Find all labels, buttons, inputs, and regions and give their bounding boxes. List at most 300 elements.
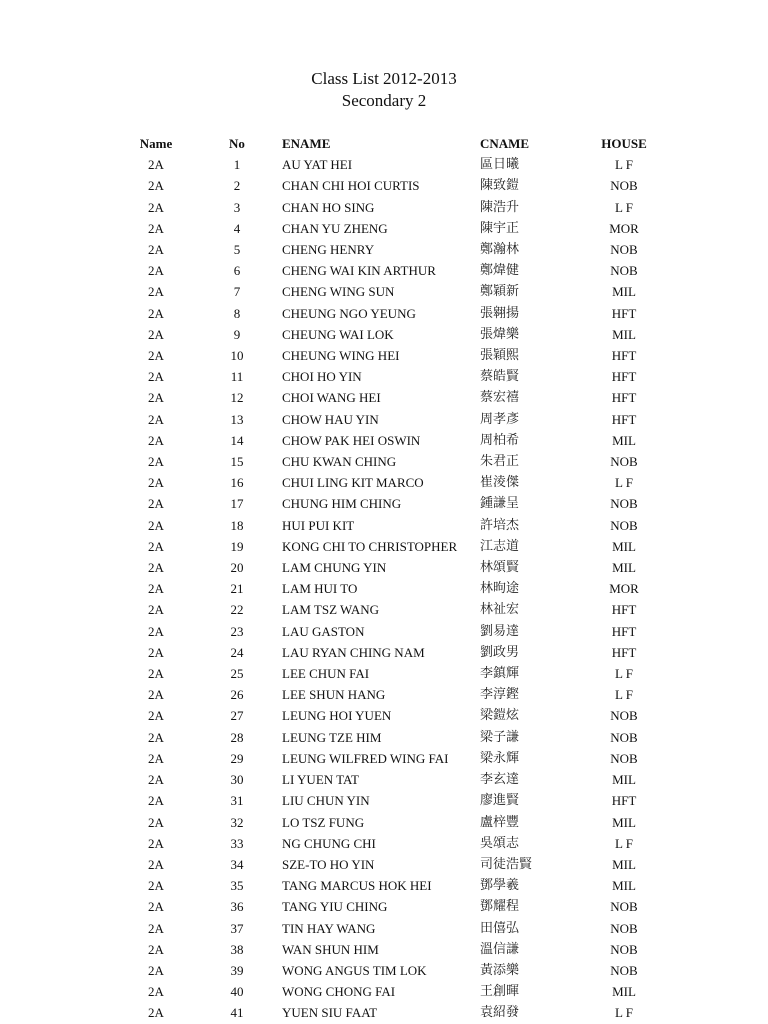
header-cname: CNAME	[480, 136, 530, 151]
cell-number: 38	[230, 941, 244, 957]
table-row	[0, 472, 768, 493]
cell-house: MIL	[612, 560, 636, 576]
cell-number: 40	[230, 984, 244, 1000]
cell-english-name: YUEN SIU FAAT	[282, 1005, 378, 1021]
cell-number: 15	[230, 454, 244, 470]
cell-english-name: LAM HUI TO	[282, 581, 358, 597]
cell-house: NOB	[610, 242, 638, 258]
table-row	[0, 366, 768, 387]
cell-english-name: CHEUNG NGO YEUNG	[282, 305, 416, 321]
cell-house: HFT	[611, 348, 637, 364]
cell-class: 2A	[148, 178, 164, 194]
cell-class: 2A	[148, 666, 164, 682]
cell-english-name: LO TSZ FUNG	[282, 814, 365, 830]
cell-class: 2A	[148, 835, 164, 851]
row-spacer-left	[0, 769, 120, 790]
row-spacer-left	[0, 409, 120, 430]
row-spacer-right	[676, 154, 768, 175]
cell-english-name: CHUI LING KIT MARCO	[282, 475, 424, 491]
cell-english-name: CHOI HO YIN	[282, 369, 362, 385]
row-spacer-right	[676, 663, 768, 684]
table-row	[0, 218, 768, 239]
cell-english-name: CHENG HENRY	[282, 242, 375, 258]
cell-number: 4	[233, 220, 241, 236]
cell-chinese-name: 陳致鎧	[480, 178, 520, 194]
cell-class: 2A	[148, 793, 164, 809]
table-row	[0, 345, 768, 366]
cell-chinese-name: 黃添樂	[480, 962, 520, 978]
table-row	[0, 430, 768, 451]
cell-number: 31	[230, 793, 244, 809]
row-spacer-right	[676, 875, 768, 896]
cell-english-name: LAM TSZ WANG	[282, 602, 380, 618]
table-row	[0, 960, 768, 981]
row-spacer-left	[0, 366, 120, 387]
row-spacer-right	[676, 493, 768, 514]
cell-chinese-name: 鄧學羲	[480, 878, 520, 894]
cell-class: 2A	[148, 856, 164, 872]
cell-class: 2A	[148, 284, 164, 300]
table-row	[0, 303, 768, 324]
row-spacer-left	[0, 345, 120, 366]
row-spacer-left	[0, 387, 120, 408]
cell-house: L F	[615, 199, 633, 215]
class-list-table	[0, 133, 768, 1024]
row-spacer-right	[676, 472, 768, 493]
header-ename: ENAME	[282, 136, 331, 151]
cell-class: 2A	[148, 772, 164, 788]
cell-house: HFT	[611, 793, 637, 809]
header-spacer-left	[0, 133, 120, 154]
cell-class: 2A	[148, 263, 164, 279]
row-spacer-left	[0, 303, 120, 324]
table-row	[0, 451, 768, 472]
row-spacer-right	[676, 557, 768, 578]
row-spacer-left	[0, 451, 120, 472]
cell-house: NOB	[610, 899, 638, 915]
row-spacer-right	[676, 345, 768, 366]
cell-chinese-name: 梁永輝	[480, 750, 520, 766]
row-spacer-left	[0, 981, 120, 1002]
table-row	[0, 642, 768, 663]
cell-english-name: TANG MARCUS HOK HEI	[282, 878, 432, 894]
cell-house: MIL	[612, 326, 636, 342]
row-spacer-left	[0, 1002, 120, 1023]
row-spacer-left	[0, 748, 120, 769]
cell-chinese-name: 江志道	[480, 538, 520, 554]
cell-english-name: LEE SHUN HANG	[282, 687, 386, 703]
row-spacer-right	[676, 536, 768, 557]
cell-english-name: CHAN CHI HOI CURTIS	[282, 178, 420, 194]
cell-english-name: CHAN HO SING	[282, 199, 375, 215]
cell-number: 34	[230, 856, 244, 872]
cell-english-name: LAU GASTON	[282, 623, 365, 639]
table-row	[0, 387, 768, 408]
row-spacer-left	[0, 663, 120, 684]
cell-class: 2A	[148, 220, 164, 236]
cell-class: 2A	[148, 750, 164, 766]
cell-english-name: LEE CHUN FAI	[282, 666, 370, 682]
cell-chinese-name: 許培杰	[480, 517, 520, 533]
cell-chinese-name: 張煒樂	[480, 326, 520, 342]
document-subtitle: Secondary 2	[341, 91, 427, 110]
row-spacer-right	[676, 684, 768, 705]
cell-class: 2A	[148, 899, 164, 915]
table-row	[0, 769, 768, 790]
cell-class: 2A	[148, 454, 164, 470]
table-row	[0, 939, 768, 960]
row-spacer-left	[0, 833, 120, 854]
cell-english-name: SZE-TO HO YIN	[282, 856, 375, 872]
cell-chinese-name: 梁鎧炫	[480, 708, 520, 724]
cell-house: MIL	[612, 538, 636, 554]
cell-chinese-name: 周柏希	[480, 432, 520, 448]
cell-house: HFT	[611, 602, 637, 618]
cell-english-name: LEUNG HOI YUEN	[282, 708, 392, 724]
cell-number: 28	[230, 729, 244, 745]
cell-number: 14	[230, 432, 244, 448]
cell-english-name: CHOW HAU YIN	[282, 411, 379, 427]
table-row	[0, 239, 768, 260]
row-spacer-left	[0, 854, 120, 875]
cell-chinese-name: 周孝彥	[480, 411, 520, 427]
cell-house: MOR	[609, 581, 639, 597]
row-spacer-right	[676, 303, 768, 324]
row-spacer-left	[0, 705, 120, 726]
cell-class: 2A	[148, 708, 164, 724]
cell-chinese-name: 溫信謙	[480, 941, 520, 957]
cell-house: NOB	[610, 517, 638, 533]
cell-house: L F	[615, 157, 633, 173]
cell-chinese-name: 司徒浩賢	[480, 856, 533, 872]
cell-number: 3	[233, 199, 241, 215]
cell-number: 7	[233, 284, 241, 300]
header-no: No	[229, 136, 245, 151]
table-row	[0, 281, 768, 302]
cell-chinese-name: 盧梓豐	[480, 814, 520, 830]
cell-class: 2A	[148, 411, 164, 427]
cell-number: 24	[230, 644, 244, 660]
cell-chinese-name: 梁子謙	[480, 729, 520, 745]
cell-chinese-name: 田僖弘	[480, 920, 520, 936]
cell-chinese-name: 李鎮輝	[480, 666, 520, 682]
row-spacer-right	[676, 918, 768, 939]
cell-number: 12	[230, 390, 244, 406]
row-spacer-left	[0, 197, 120, 218]
table-row	[0, 875, 768, 896]
cell-house: L F	[615, 835, 633, 851]
cell-chinese-name: 廖進賢	[480, 793, 520, 809]
cell-number: 29	[230, 750, 244, 766]
cell-class: 2A	[148, 242, 164, 258]
row-spacer-right	[676, 939, 768, 960]
cell-number: 32	[230, 814, 244, 830]
table-row	[0, 748, 768, 769]
cell-number: 19	[230, 538, 244, 554]
cell-english-name: AU YAT HEI	[282, 157, 353, 173]
cell-house: NOB	[610, 708, 638, 724]
row-spacer-left	[0, 324, 120, 345]
table-row	[0, 621, 768, 642]
cell-house: HFT	[611, 390, 637, 406]
cell-class: 2A	[148, 475, 164, 491]
table-row	[0, 175, 768, 196]
table-row	[0, 854, 768, 875]
cell-english-name: LEUNG TZE HIM	[282, 729, 382, 745]
table-row	[0, 790, 768, 811]
cell-house: NOB	[610, 496, 638, 512]
cell-class: 2A	[148, 1005, 164, 1021]
cell-house: HFT	[611, 411, 637, 427]
table-row	[0, 493, 768, 514]
cell-chinese-name: 張翱揚	[480, 305, 520, 321]
cell-house: MIL	[612, 984, 636, 1000]
table-row	[0, 727, 768, 748]
row-spacer-right	[676, 981, 768, 1002]
row-spacer-left	[0, 960, 120, 981]
cell-number: 20	[230, 560, 244, 576]
row-spacer-right	[676, 642, 768, 663]
cell-number: 18	[230, 517, 244, 533]
cell-number: 35	[230, 878, 244, 894]
cell-number: 30	[230, 772, 244, 788]
cell-chinese-name: 吳頌志	[480, 835, 520, 851]
row-spacer-right	[676, 599, 768, 620]
cell-english-name: LAM CHUNG YIN	[282, 560, 387, 576]
table-header-row	[0, 133, 768, 154]
row-spacer-left	[0, 175, 120, 196]
cell-english-name: CHEUNG WAI LOK	[282, 326, 394, 342]
cell-class: 2A	[148, 729, 164, 745]
cell-english-name: WONG ANGUS TIM LOK	[282, 962, 427, 978]
row-spacer-right	[676, 896, 768, 917]
cell-house: HFT	[611, 369, 637, 385]
cell-chinese-name: 劉易達	[480, 623, 520, 639]
row-spacer-left	[0, 218, 120, 239]
cell-house: MIL	[612, 284, 636, 300]
title-block	[0, 68, 768, 112]
cell-number: 36	[230, 899, 244, 915]
cell-house: NOB	[610, 263, 638, 279]
cell-house: MOR	[609, 220, 639, 236]
cell-house: NOB	[610, 454, 638, 470]
cell-english-name: CHU KWAN CHING	[282, 454, 397, 470]
cell-number: 23	[230, 623, 244, 639]
cell-english-name: CHOW PAK HEI OSWIN	[282, 432, 421, 448]
table-row	[0, 324, 768, 345]
cell-house: L F	[615, 1005, 633, 1021]
cell-number: 26	[230, 687, 244, 703]
cell-chinese-name: 朱君正	[480, 454, 520, 470]
row-spacer-right	[676, 578, 768, 599]
row-spacer-left	[0, 472, 120, 493]
row-spacer-right	[676, 366, 768, 387]
row-spacer-right	[676, 748, 768, 769]
row-spacer-left	[0, 727, 120, 748]
cell-chinese-name: 鄭瀚林	[480, 242, 520, 258]
cell-english-name: CHENG WAI KIN ARTHUR	[282, 263, 436, 279]
row-spacer-right	[676, 727, 768, 748]
cell-english-name: LI YUEN TAT	[282, 772, 359, 788]
cell-house: NOB	[610, 750, 638, 766]
cell-chinese-name: 鄧耀程	[480, 899, 520, 915]
row-spacer-left	[0, 154, 120, 175]
cell-english-name: TANG YIU CHING	[282, 899, 388, 915]
cell-class: 2A	[148, 157, 164, 173]
row-spacer-left	[0, 684, 120, 705]
row-spacer-right	[676, 515, 768, 536]
row-spacer-right	[676, 218, 768, 239]
cell-class: 2A	[148, 199, 164, 215]
table-row	[0, 918, 768, 939]
cell-english-name: CHAN YU ZHENG	[282, 220, 388, 236]
row-spacer-right	[676, 812, 768, 833]
cell-number: 17	[230, 496, 244, 512]
cell-english-name: CHEUNG WING HEI	[282, 348, 400, 364]
cell-chinese-name: 蔡皓賢	[480, 369, 520, 385]
table-row	[0, 557, 768, 578]
table-row	[0, 833, 768, 854]
cell-chinese-name: 李玄達	[480, 772, 520, 788]
cell-house: HFT	[611, 623, 637, 639]
table-row	[0, 896, 768, 917]
cell-class: 2A	[148, 390, 164, 406]
cell-class: 2A	[148, 962, 164, 978]
table-body	[0, 154, 768, 1023]
cell-chinese-name: 林祉宏	[480, 602, 520, 618]
cell-number: 1	[233, 157, 241, 173]
cell-number: 5	[233, 242, 241, 258]
cell-english-name: CHENG WING SUN	[282, 284, 395, 300]
row-spacer-right	[676, 705, 768, 726]
cell-class: 2A	[148, 602, 164, 618]
row-spacer-right	[676, 1002, 768, 1023]
row-spacer-right	[676, 324, 768, 345]
cell-house: HFT	[611, 305, 637, 321]
cell-english-name: WONG CHONG FAI	[282, 984, 396, 1000]
table-row	[0, 663, 768, 684]
row-spacer-right	[676, 260, 768, 281]
cell-number: 13	[230, 411, 244, 427]
cell-chinese-name: 王創暉	[480, 984, 520, 1000]
cell-number: 25	[230, 666, 244, 682]
cell-chinese-name: 鄭煒健	[480, 263, 520, 279]
row-spacer-right	[676, 175, 768, 196]
table-row	[0, 260, 768, 281]
cell-chinese-name: 陳宇正	[480, 220, 520, 236]
cell-chinese-name: 鍾謙呈	[480, 496, 520, 512]
row-spacer-left	[0, 515, 120, 536]
cell-class: 2A	[148, 941, 164, 957]
cell-number: 6	[233, 263, 241, 279]
table-row	[0, 1002, 768, 1023]
cell-english-name: HUI PUI KIT	[282, 517, 355, 533]
cell-chinese-name: 劉政男	[480, 644, 520, 660]
row-spacer-left	[0, 642, 120, 663]
row-spacer-left	[0, 621, 120, 642]
row-spacer-left	[0, 939, 120, 960]
cell-number: 16	[230, 475, 244, 491]
cell-english-name: LEUNG WILFRED WING FAI	[282, 750, 449, 766]
row-spacer-right	[676, 451, 768, 472]
cell-class: 2A	[148, 623, 164, 639]
table-row	[0, 578, 768, 599]
cell-class: 2A	[148, 984, 164, 1000]
row-spacer-right	[676, 409, 768, 430]
table-row	[0, 515, 768, 536]
cell-house: NOB	[610, 729, 638, 745]
cell-number: 21	[230, 581, 244, 597]
cell-house: L F	[615, 475, 633, 491]
table-row	[0, 684, 768, 705]
cell-class: 2A	[148, 581, 164, 597]
cell-english-name: NG CHUNG CHI	[282, 835, 376, 851]
row-spacer-right	[676, 430, 768, 451]
cell-number: 39	[230, 962, 244, 978]
cell-class: 2A	[148, 687, 164, 703]
cell-class: 2A	[148, 878, 164, 894]
row-spacer-left	[0, 493, 120, 514]
cell-english-name: LAU RYAN CHING NAM	[282, 644, 425, 660]
cell-house: MIL	[612, 432, 636, 448]
cell-house: NOB	[610, 920, 638, 936]
cell-chinese-name: 林昫途	[480, 581, 520, 597]
table-row	[0, 981, 768, 1002]
header-house: HOUSE	[601, 136, 647, 151]
document-title: Class List 2012-2013	[311, 69, 457, 88]
cell-english-name: LIU CHUN YIN	[282, 793, 370, 809]
row-spacer-left	[0, 260, 120, 281]
cell-chinese-name: 李淳鏗	[480, 687, 520, 703]
cell-chinese-name: 區日曦	[480, 157, 520, 173]
row-spacer-right	[676, 790, 768, 811]
cell-class: 2A	[148, 496, 164, 512]
cell-number: 27	[230, 708, 244, 724]
row-spacer-right	[676, 854, 768, 875]
cell-class: 2A	[148, 644, 164, 660]
row-spacer-right	[676, 769, 768, 790]
row-spacer-right	[676, 960, 768, 981]
cell-class: 2A	[148, 560, 164, 576]
cell-chinese-name: 崔淩傑	[480, 475, 520, 491]
cell-chinese-name: 張穎熙	[480, 348, 520, 364]
cell-class: 2A	[148, 326, 164, 342]
row-spacer-right	[676, 239, 768, 260]
cell-number: 10	[230, 348, 244, 364]
row-spacer-left	[0, 918, 120, 939]
table-row	[0, 154, 768, 175]
row-spacer-left	[0, 599, 120, 620]
cell-house: MIL	[612, 772, 636, 788]
cell-number: 11	[230, 369, 244, 385]
cell-class: 2A	[148, 305, 164, 321]
cell-class: 2A	[148, 538, 164, 554]
row-spacer-left	[0, 896, 120, 917]
cell-number: 33	[230, 835, 244, 851]
cell-house: NOB	[610, 941, 638, 957]
cell-house: HFT	[611, 644, 637, 660]
row-spacer-left	[0, 430, 120, 451]
cell-number: 41	[230, 1005, 244, 1021]
cell-english-name: WAN SHUN HIM	[282, 941, 379, 957]
row-spacer-right	[676, 197, 768, 218]
cell-number: 22	[230, 602, 244, 618]
cell-english-name: TIN HAY WANG	[282, 920, 376, 936]
row-spacer-left	[0, 875, 120, 896]
cell-house: MIL	[612, 856, 636, 872]
cell-number: 2	[233, 178, 241, 194]
cell-class: 2A	[148, 920, 164, 936]
